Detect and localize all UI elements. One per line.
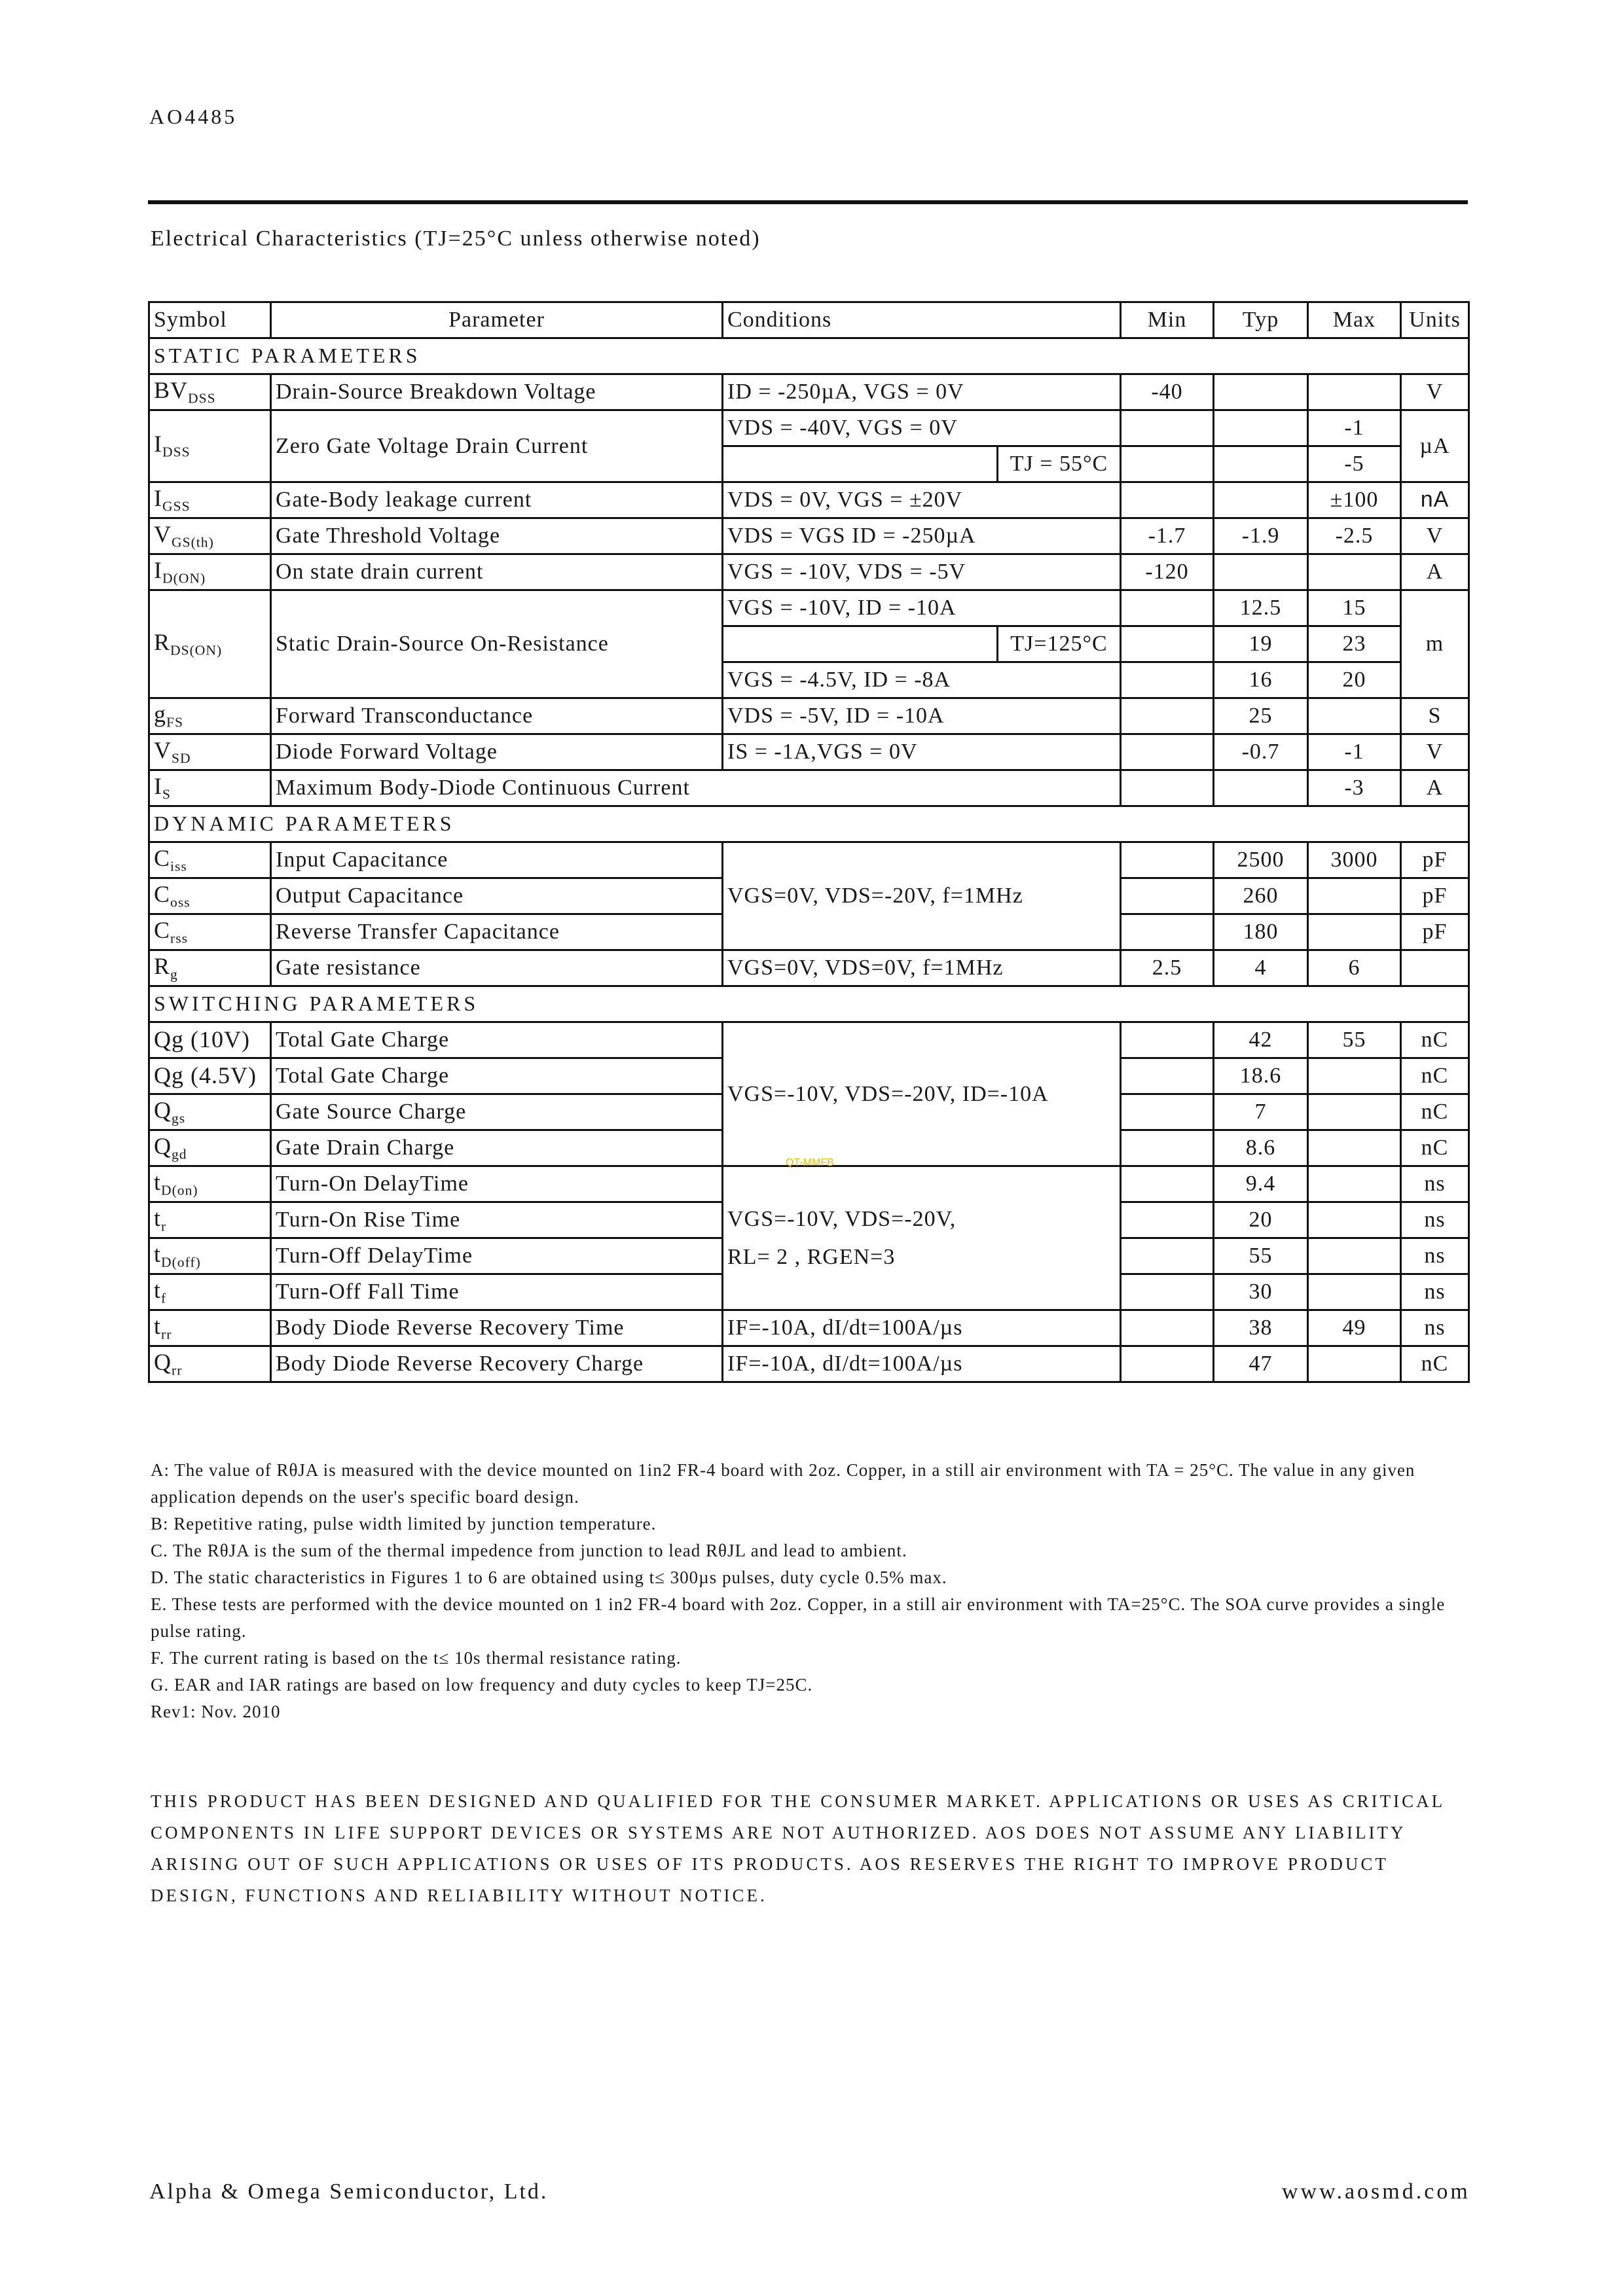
table-header-row bbox=[149, 302, 1469, 338]
section-dynamic: DYNAMIC PARAMETERS bbox=[149, 806, 1469, 842]
symbol-idon: $I_{D(ON)}$ bbox=[149, 554, 271, 590]
unit-cell: nC bbox=[1401, 1058, 1469, 1094]
table-row bbox=[149, 374, 1469, 410]
symbol-vgsth: $V_{GS(th)}$ bbox=[149, 518, 271, 554]
table-row bbox=[149, 1166, 1469, 1202]
param-cell: Forward Transconductance bbox=[271, 698, 723, 734]
table-row bbox=[149, 842, 1469, 878]
symbol-rdson: $R_{DS(ON)}$ bbox=[149, 590, 271, 698]
typ-cell: 2500 bbox=[1214, 842, 1308, 878]
switching-cond-cell bbox=[723, 1166, 1121, 1310]
typ-cell: 9.4 bbox=[1214, 1166, 1308, 1202]
unit-cell: pF bbox=[1401, 878, 1469, 914]
typ-cell: 20 bbox=[1214, 1202, 1308, 1238]
unit-cell: ns bbox=[1401, 1166, 1469, 1202]
typ-cell: -0.7 bbox=[1214, 734, 1308, 770]
unit-cell: ns bbox=[1401, 1238, 1469, 1274]
param-cell: Gate Drain Charge bbox=[271, 1130, 723, 1166]
note-b: B: Repetitive rating, pulse width limited by junction temperature. bbox=[151, 1514, 657, 1534]
table-row bbox=[149, 950, 1469, 986]
cond-cell: VGS = -10V, ID = -10A bbox=[723, 590, 1121, 626]
cond-cell: VGS=0V, VDS=0V, f=1MHz bbox=[723, 950, 1121, 986]
unit-cell: V bbox=[1401, 374, 1469, 410]
param-cell: Body Diode Reverse Recovery Charge bbox=[271, 1346, 723, 1382]
symbol-coss: $C_{oss}$ bbox=[149, 878, 271, 914]
cond-cell: IS = -1A,VGS = 0V bbox=[723, 734, 1121, 770]
typ-cell: 7 bbox=[1214, 1094, 1308, 1130]
cond-cell: IF=-10A, dI/dt=100A/µs bbox=[723, 1346, 1121, 1382]
symbol-qgd: $Q_{gd}$ bbox=[149, 1130, 271, 1166]
unit-cell: pF bbox=[1401, 914, 1469, 950]
unit-cell: A bbox=[1401, 770, 1469, 806]
unit-cell: A bbox=[1401, 554, 1469, 590]
cond-cell: IF=-10A, dI/dt=100A/µs bbox=[723, 1310, 1121, 1346]
unit-cell: nC bbox=[1401, 1130, 1469, 1166]
max-cell: 20 bbox=[1308, 662, 1401, 698]
symbol-igss: $I_{GSS}$ bbox=[149, 482, 271, 518]
symbol-qgs: $Q_{gs}$ bbox=[149, 1094, 271, 1130]
symbol-tdon: $t_{D(on)}$ bbox=[149, 1166, 271, 1202]
max-cell: 55 bbox=[1308, 1022, 1401, 1058]
symbol-qg45: Qg (4.5V) bbox=[149, 1058, 271, 1094]
param-cell: Gate Threshold Voltage bbox=[271, 518, 723, 554]
symbol-idss: $I_{DSS}$ bbox=[149, 410, 271, 482]
max-cell: -3 bbox=[1308, 770, 1401, 806]
max-cell: ±100 bbox=[1308, 482, 1401, 518]
section-switching: SWITCHING PARAMETERS bbox=[149, 986, 1469, 1022]
cond-cell: VGS=-10V, VDS=-20V, ID=-10A bbox=[723, 1022, 1121, 1166]
typ-cell: 19 bbox=[1214, 626, 1308, 662]
symbol-trr: $t_{rr}$ bbox=[149, 1310, 271, 1346]
unit-cell: ns bbox=[1401, 1202, 1469, 1238]
param-cell: On state drain current bbox=[271, 554, 723, 590]
table-row bbox=[149, 410, 1469, 446]
symbol-ciss: $C_{iss}$ bbox=[149, 842, 271, 878]
param-cell: Diode Forward Voltage bbox=[271, 734, 723, 770]
unit-cell: ns bbox=[1401, 1310, 1469, 1346]
unit-cell: pF bbox=[1401, 842, 1469, 878]
header-symbol: Symbol bbox=[149, 302, 271, 338]
footnotes bbox=[151, 1457, 1467, 1725]
typ-cell: 16 bbox=[1214, 662, 1308, 698]
section-title: Electrical Characteristics (TJ=25°C unless otherwise noted) bbox=[151, 226, 761, 251]
cond-cell: VDS = VGS ID = -250µA bbox=[723, 518, 1121, 554]
symbol-crss: $C_{rss}$ bbox=[149, 914, 271, 950]
table-row bbox=[149, 1022, 1469, 1058]
param-cell: Reverse Transfer Capacitance bbox=[271, 914, 723, 950]
cond-cell: VGS=0V, VDS=-20V, f=1MHz bbox=[723, 842, 1121, 950]
note-c: C. The RθJA is the sum of the thermal impedence from junction to lead RθJL and lead to ambient. bbox=[151, 1541, 907, 1560]
cond-cell: VGS = -10V, VDS = -5V bbox=[723, 554, 1121, 590]
param-cell: Output Capacitance bbox=[271, 878, 723, 914]
param-cell: Turn-Off Fall Time bbox=[271, 1274, 723, 1310]
param-cell: Static Drain-Source On-Resistance bbox=[271, 590, 723, 698]
table-row bbox=[149, 518, 1469, 554]
param-cell: Body Diode Reverse Recovery Time bbox=[271, 1310, 723, 1346]
symbol-is: $I_S$ bbox=[149, 770, 271, 806]
min-cell: -1.7 bbox=[1121, 518, 1214, 554]
revision: Rev1: Nov. 2010 bbox=[151, 1702, 281, 1721]
unit-cell: S bbox=[1401, 698, 1469, 734]
table-row bbox=[149, 554, 1469, 590]
switching-cond-line2: RL= 2 , RGEN=3 bbox=[727, 1244, 896, 1269]
header-units: Units bbox=[1401, 302, 1469, 338]
param-cell: Total Gate Charge bbox=[271, 1022, 723, 1058]
symbol-qrr: $Q_{rr}$ bbox=[149, 1346, 271, 1382]
symbol-vsd: $V_{SD}$ bbox=[149, 734, 271, 770]
typ-cell: 30 bbox=[1214, 1274, 1308, 1310]
section-static: STATIC PARAMETERS bbox=[149, 338, 1469, 374]
footer-website[interactable]: www.aosmd.com bbox=[1282, 2179, 1470, 2204]
max-cell: 3000 bbox=[1308, 842, 1401, 878]
param-cell: Total Gate Charge bbox=[271, 1058, 723, 1094]
header-min: Min bbox=[1121, 302, 1214, 338]
note-d: D. The static characteristics in Figures 1 to 6 are obtained using t≤ 300µs pulses, duty cycle 0.5% max. bbox=[151, 1568, 947, 1587]
header-parameter: Parameter bbox=[271, 302, 723, 338]
param-cell: Gate Source Charge bbox=[271, 1094, 723, 1130]
note-a: A: The value of RθJA is measured with the device mounted on 1in2 FR-4 board with 2oz. Copper, in a still air environment with TA = 25°C. The value in any given application depends on the user's specific board design. bbox=[151, 1460, 1415, 1507]
max-cell: 49 bbox=[1308, 1310, 1401, 1346]
cond-cell: VDS = -40V, VGS = 0V bbox=[723, 410, 1121, 446]
note-g: G. EAR and IAR ratings are based on low frequency and duty cycles to keep TJ=25C. bbox=[151, 1675, 813, 1695]
table-row bbox=[149, 770, 1469, 806]
param-cell: Maximum Body-Diode Continuous Current bbox=[271, 770, 1121, 806]
symbol-qg10: Qg (10V) bbox=[149, 1022, 271, 1058]
param-cell: Turn-On Rise Time bbox=[271, 1202, 723, 1238]
symbol-bvdss: $BV_{DSS}$ bbox=[149, 374, 271, 410]
table-row bbox=[149, 590, 1469, 626]
unit-cell: nA bbox=[1401, 482, 1469, 518]
unit-cell: µA bbox=[1401, 410, 1469, 482]
max-cell: 23 bbox=[1308, 626, 1401, 662]
symbol-tf: $t_f$ bbox=[149, 1274, 271, 1310]
typ-cell: 180 bbox=[1214, 914, 1308, 950]
max-cell: 6 bbox=[1308, 950, 1401, 986]
max-cell: -5 bbox=[1308, 446, 1401, 482]
param-cell: Zero Gate Voltage Drain Current bbox=[271, 410, 723, 482]
symbol-tr: $t_r$ bbox=[149, 1202, 271, 1238]
table-row bbox=[149, 734, 1469, 770]
table-row bbox=[149, 1346, 1469, 1382]
table-row bbox=[149, 1310, 1469, 1346]
electrical-characteristics-table bbox=[148, 301, 1470, 1383]
typ-cell: 18.6 bbox=[1214, 1058, 1308, 1094]
cond-cell: VGS = -4.5V, ID = -8A bbox=[723, 662, 1121, 698]
unit-cell: ns bbox=[1401, 1274, 1469, 1310]
note-e: E. These tests are performed with the device mounted on 1 in2 FR-4 board with 2oz. Copper, in a still air environment with TA=25°C. The SOA curve provides a single pulse rating. bbox=[151, 1594, 1446, 1641]
typ-cell: 12.5 bbox=[1214, 590, 1308, 626]
param-cell: Gate-Body leakage current bbox=[271, 482, 723, 518]
table-row bbox=[149, 698, 1469, 734]
typ-cell: 55 bbox=[1214, 1238, 1308, 1274]
param-cell: Turn-On DelayTime bbox=[271, 1166, 723, 1202]
max-cell: -1 bbox=[1308, 410, 1401, 446]
unit-cell: nC bbox=[1401, 1094, 1469, 1130]
unit-cell: m bbox=[1401, 590, 1469, 698]
symbol-rg: $R_g$ bbox=[149, 950, 271, 986]
header-max: Max bbox=[1308, 302, 1401, 338]
typ-cell: 8.6 bbox=[1214, 1130, 1308, 1166]
header-typ: Typ bbox=[1214, 302, 1308, 338]
symbol-tdoff: $t_{D(off)}$ bbox=[149, 1238, 271, 1274]
table-row bbox=[149, 482, 1469, 518]
cond-cell: TJ = 55°C bbox=[998, 446, 1121, 482]
param-cell: Turn-Off DelayTime bbox=[271, 1238, 723, 1274]
disclaimer: THIS PRODUCT HAS BEEN DESIGNED AND QUALIFIED FOR THE CONSUMER MARKET. APPLICATIONS OR USES AS CRITICAL COMPONENTS IN LIFE SUPPORT DEVICES OR SYSTEMS ARE NOT AUTHORIZED. AOS DOES NOT ASSUME ANY LIABILITY ARISING OUT OF SUCH APPLICATIONS OR USES OF ITS PRODUCTS. AOS RESERVES THE RIGHT TO IMPROVE PRODUCT DESIGN, FUNCTIONS AND RELIABILITY WITHOUT NOTICE. bbox=[151, 1791, 1445, 1905]
min-cell: -120 bbox=[1121, 554, 1214, 590]
cond-cell: ID = -250µA, VGS = 0V bbox=[723, 374, 1121, 410]
param-cell: Gate resistance bbox=[271, 950, 723, 986]
unit-cell: V bbox=[1401, 518, 1469, 554]
typ-cell: 38 bbox=[1214, 1310, 1308, 1346]
cond-cell: VDS = 0V, VGS = ±20V bbox=[723, 482, 1121, 518]
unit-cell: V bbox=[1401, 734, 1469, 770]
min-cell: -40 bbox=[1121, 374, 1214, 410]
cond-cell: TJ=125°C bbox=[998, 626, 1121, 662]
cond-cell: VDS = -5V, ID = -10A bbox=[723, 698, 1121, 734]
watermark: QT-MMFB bbox=[786, 1157, 834, 1168]
typ-cell: 260 bbox=[1214, 878, 1308, 914]
max-cell: 15 bbox=[1308, 590, 1401, 626]
typ-cell: -1.9 bbox=[1214, 518, 1308, 554]
unit-cell: nC bbox=[1401, 1022, 1469, 1058]
typ-cell: 25 bbox=[1214, 698, 1308, 734]
switching-cond-line1: VGS=-10V, VDS=-20V, bbox=[727, 1206, 957, 1231]
typ-cell: 47 bbox=[1214, 1346, 1308, 1382]
max-cell: -2.5 bbox=[1308, 518, 1401, 554]
symbol-gfs: $g_{FS}$ bbox=[149, 698, 271, 734]
note-f: F. The current rating is based on the t≤ 10s thermal resistance rating. bbox=[151, 1648, 682, 1668]
typ-cell: 42 bbox=[1214, 1022, 1308, 1058]
min-cell: 2.5 bbox=[1121, 950, 1214, 986]
typ-cell: 4 bbox=[1214, 950, 1308, 986]
param-cell: Input Capacitance bbox=[271, 842, 723, 878]
header-conditions: Conditions bbox=[723, 302, 1121, 338]
unit-cell: nC bbox=[1401, 1346, 1469, 1382]
footer-company: Alpha & Omega Semiconductor, Ltd. bbox=[149, 2179, 549, 2204]
max-cell: -1 bbox=[1308, 734, 1401, 770]
param-cell: Drain-Source Breakdown Voltage bbox=[271, 374, 723, 410]
header-rule bbox=[148, 200, 1468, 204]
part-number: AO4485 bbox=[149, 105, 238, 128]
